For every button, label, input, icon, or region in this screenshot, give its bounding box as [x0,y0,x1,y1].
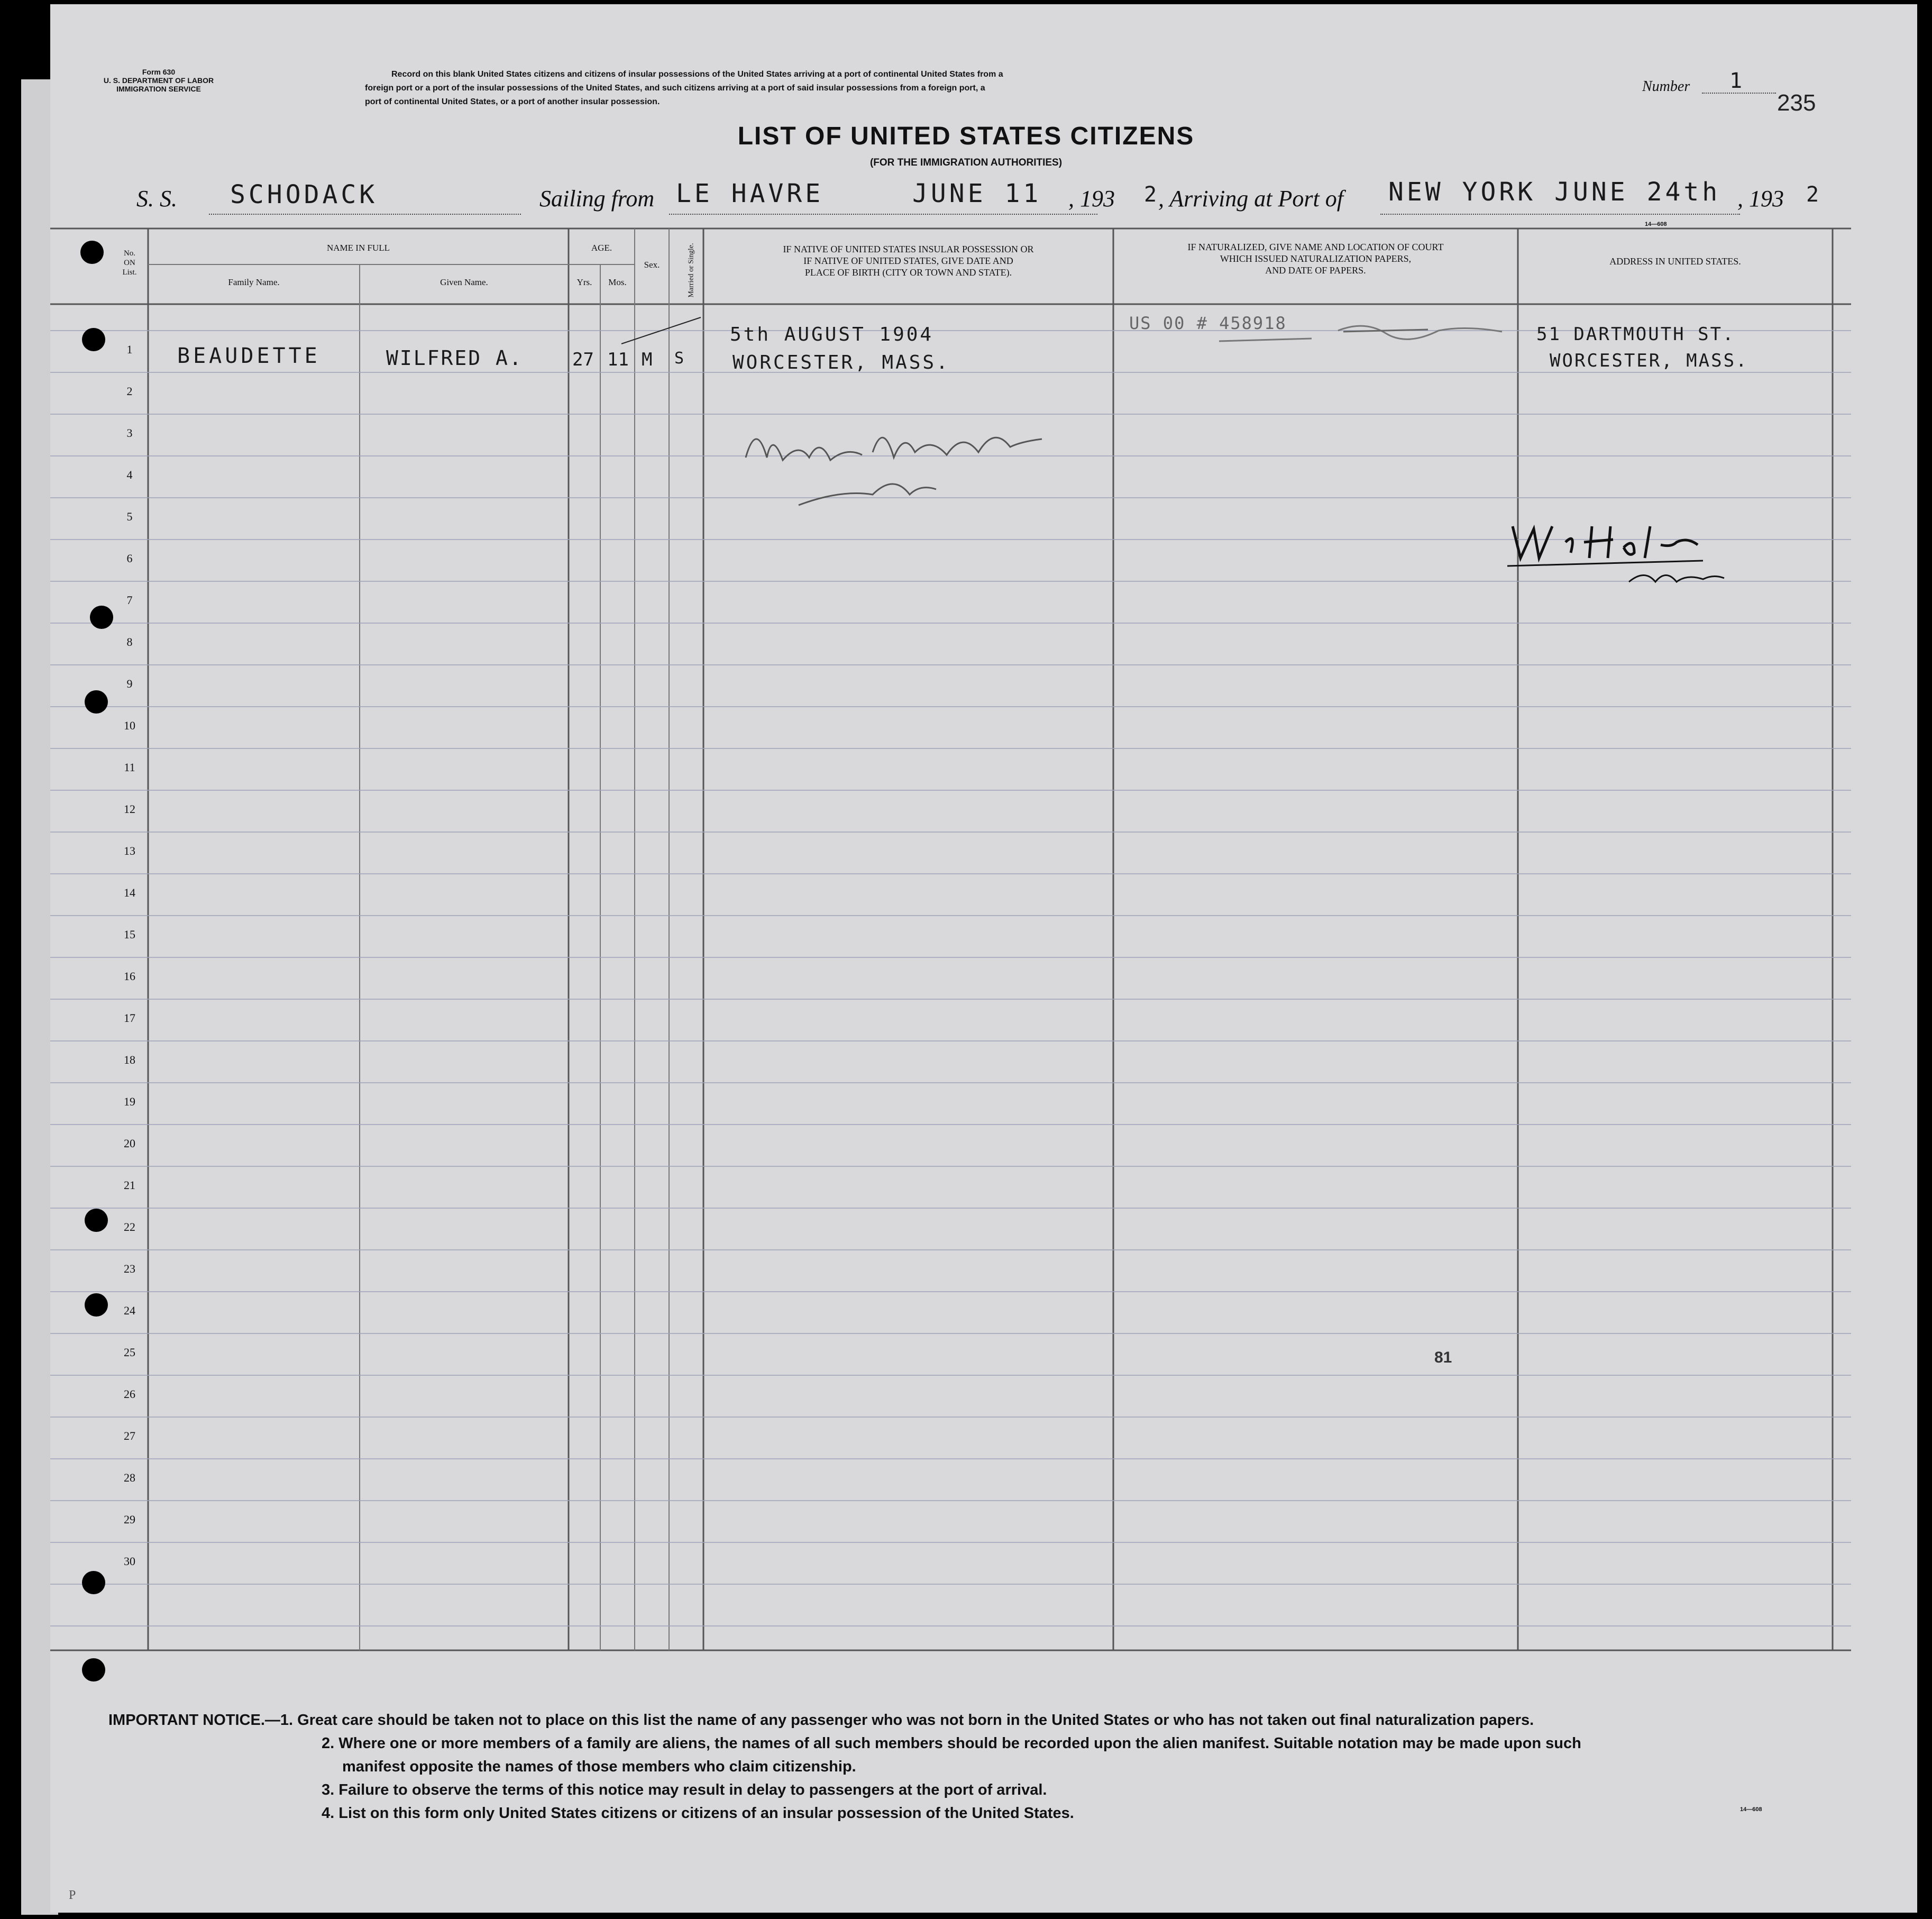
department-name: U. S. DEPARTMENT OF LABOR [103,76,214,85]
punch-hole [80,241,104,264]
inspector-signature [735,410,1063,516]
row-number: 17 [124,1011,135,1025]
col-family-name: Family Name. [228,277,280,287]
col-no-on-list [106,249,153,277]
row-number: 5 [126,510,133,523]
notice-heading: IMPORTANT NOTICE.— [108,1712,280,1729]
col-birth-line-1: IF NATIVE OF UNITED STATES INSULAR POSSESSION OR [783,244,1034,254]
entry-marital: S [674,349,688,368]
col-naturalized-line-1: IF NATURALIZED, GIVE NAME AND LOCATION OF COURT [1187,242,1444,252]
col-no-line-1: No. [123,249,136,258]
row-number: 10 [124,719,135,732]
entry-naturalization: US 00 # 458918 [1129,313,1287,333]
row-number: 12 [124,802,135,816]
entry-address-line-1: 51 DARTMOUTH ST. [1536,324,1735,345]
col-birth-line-3: PLACE OF BIRTH (CITY OR TOWN AND STATE). [804,267,1012,278]
number-label: Number [1642,78,1690,95]
row-number: 19 [124,1095,135,1108]
row-number: 13 [124,844,135,857]
punch-hole [85,690,108,714]
arriving-label: , Arriving at Port of [1158,186,1343,212]
col-name-in-full: NAME IN FULL [327,243,390,253]
row-number: 25 [124,1346,135,1359]
row-number: 26 [124,1387,135,1401]
row-number: 21 [124,1178,135,1192]
notice-item-2: 2. Where one or more members of a family are aliens, the names of all such members should be recorded upon the alien manifest. Suitable notation may be made upon such [322,1735,1581,1752]
row-number: 9 [126,677,133,690]
entry-age-yrs: 27 [572,349,594,370]
sailing-port: LE HAVRE [676,179,824,208]
row-number: 29 [124,1513,135,1526]
number-value: 1 [1729,69,1746,93]
col-sex: Sex. [644,260,660,270]
row-number: 8 [126,635,133,648]
col-married-single: Married or Single. [687,243,695,298]
col-birth [703,243,1113,278]
row-number: 16 [124,970,135,983]
page-subtitle: (FOR THE IMMIGRATION AUTHORITIES) [869,157,1063,168]
row-number: 30 [124,1555,135,1568]
punch-hole [90,606,113,629]
col-naturalized [1113,241,1518,276]
print-code-top: 14—608 [1645,221,1667,227]
entry-age-mos: 11 [607,349,629,370]
ditto-tick-mark [616,312,706,349]
page-title: LIST OF UNITED STATES CITIZENS [737,122,1195,150]
row-number: 7 [126,593,133,607]
col-given-name: Given Name. [440,277,488,287]
page-number: 235 [1777,90,1816,116]
important-notice [108,1708,1833,1825]
row-number: 22 [124,1220,135,1233]
print-code-bottom: 14—608 [1740,1806,1762,1813]
col-no-line-2: ON [124,259,135,267]
arrival-year-label: , 193 [1737,186,1784,212]
sailing-year-label: , 193 [1068,186,1115,212]
row-number: 27 [124,1429,135,1442]
notice-item-2-cont: manifest opposite the names of those members who claim citizenship. [342,1758,856,1775]
punch-hole [82,328,105,351]
punch-hole [82,1571,105,1594]
form-number: Form 630 [142,68,176,76]
row-number: 11 [124,761,135,774]
col-birth-line-2: IF NATIVE OF UNITED STATES, GIVE DATE AND [803,255,1013,266]
notice-item-1: 1. Great care should be taken not to place on this list the name of any passenger who was not born in the United States or who has not taken out final naturalization papers. [280,1712,1534,1729]
sailing-year-digit: 2 [1144,182,1160,207]
row-number: 20 [124,1137,135,1150]
margin-mark: P [69,1888,76,1902]
ss-label: S. S. [136,186,177,212]
row-number: 2 [126,385,133,398]
entry-birth-place: WORCESTER, MASS. [732,352,950,373]
col-naturalized-line-2: WHICH ISSUED NATURALIZATION PAPERS, [1220,253,1412,264]
record-line-3: port of continental United States, or a port of another insular possession. [365,97,660,106]
row-number: 23 [124,1262,135,1275]
row-number: 28 [124,1471,135,1484]
crossed-out-signature [1216,309,1513,352]
col-no-line-3: List. [122,268,137,277]
punch-hole [85,1293,108,1317]
arrival-year-digit: 2 [1806,182,1823,207]
row-number: 18 [124,1053,135,1066]
notice-row-1 [108,1708,1833,1732]
entry-sex: M [642,349,656,370]
arrival-port-date: NEW YORK JUNE 24th [1388,177,1721,207]
master-signature [1502,516,1766,590]
entry-given-name: WILFRED A. [386,346,523,370]
row-number: 3 [126,426,133,440]
punch-hole [82,1658,105,1682]
entry-family-name: BEAUDETTE [177,344,321,368]
stray-mark: 81 [1434,1349,1452,1366]
col-age: AGE. [591,243,612,253]
col-naturalized-line-3: AND DATE OF PAPERS. [1265,265,1366,276]
notice-item-4: 4. List on this form only United States citizens or citizens of an insular possession of the United States. [322,1805,1074,1822]
ship-name: SCHODACK [230,180,378,209]
record-line-1: Record on this blank United States citizens and citizens of insular possessions of the United States arriving at a port of continental United States from a [391,70,1003,79]
sailing-from-label: Sailing from [539,186,655,212]
entry-birth-date: 5th AUGUST 1904 [730,324,934,345]
row-number: 1 [126,343,133,356]
row-number: 14 [124,886,135,899]
row-number: 6 [126,552,133,565]
col-address: ADDRESS IN UNITED STATES. [1609,256,1741,267]
sailing-date: JUNE 11 [912,179,1042,208]
notice-item-3: 3. Failure to observe the terms of this notice may result in delay to passengers at the port of arrival. [322,1781,1047,1798]
entry-address-line-2: WORCESTER, MASS. [1550,350,1748,371]
col-mos: Mos. [608,277,627,287]
row-number: 4 [126,468,133,481]
col-yrs: Yrs. [576,277,592,287]
row-number: 15 [124,928,135,941]
service-name: IMMIGRATION SERVICE [116,85,201,93]
punch-hole [85,1209,108,1232]
record-line-2: foreign port or a port of the insular possessions of the United States, and such citizens arriving at a port of said insular possessions from a foreign port, a [365,84,985,93]
row-number: 24 [124,1304,135,1317]
